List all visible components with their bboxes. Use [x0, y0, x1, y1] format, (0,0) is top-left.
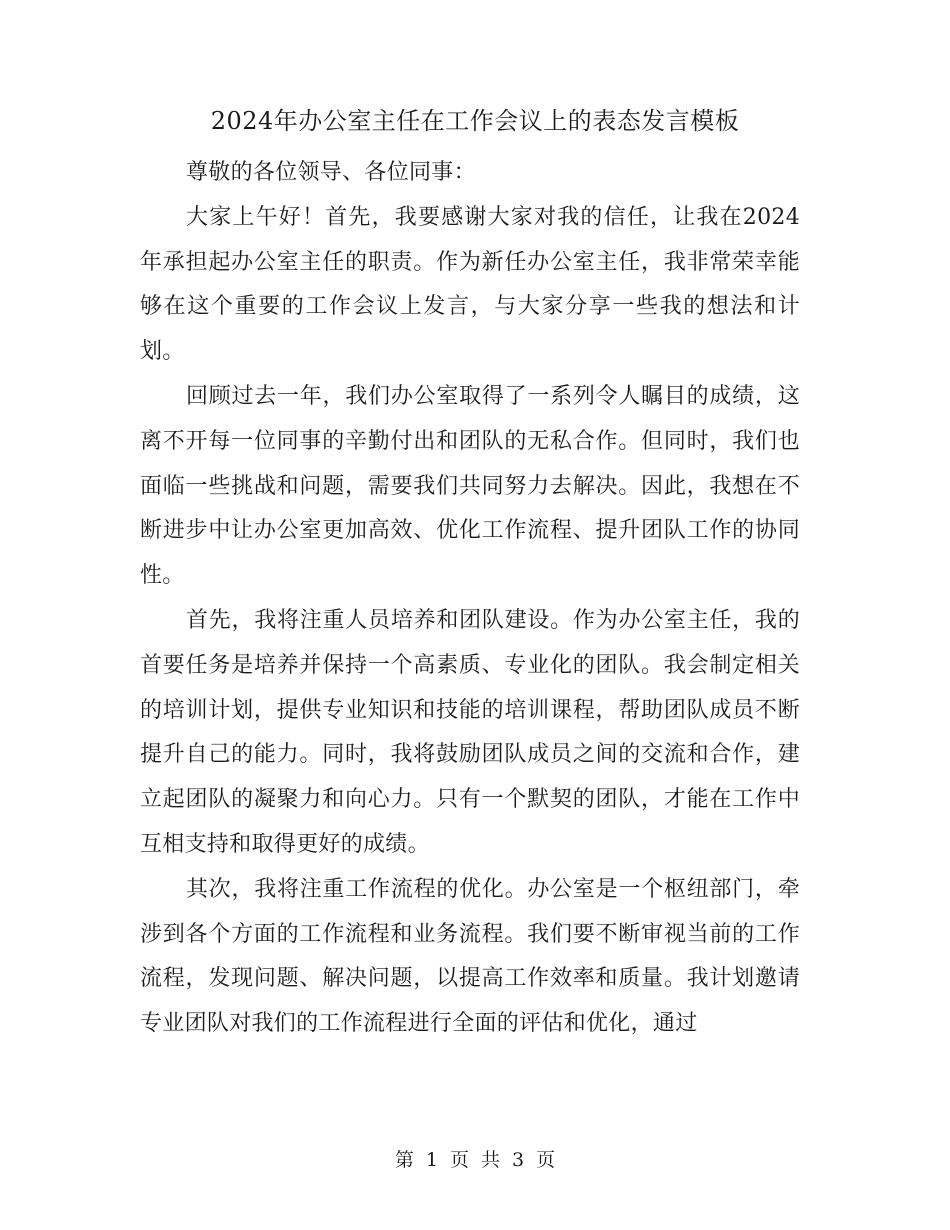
document-body — [140, 151, 800, 1047]
paragraph-3: 首先，我将注重人员培养和团队建设。作为办公室主任，我的首要任务是培养并保持一个高素质、专业化的团队。我会制定相关的培训计划，提供专业知识和技能的培训课程，帮助团队成员不断提升自己的能力。同时，我将鼓励团队成员之间的交流和合作，建立起团队的凝聚力和向心力。只有一个默契的团队，才能在工作中互相支持和取得更好的成绩。 — [140, 607, 800, 857]
salutation: 尊敬的各位领导、各位同事： — [186, 160, 476, 185]
document-title: 2024年办公室主任在工作会议上的表态发言模板 — [210, 107, 740, 135]
page-number-label: 第 1 页 共 3 页 — [394, 1149, 556, 1171]
page-footer — [0, 1146, 950, 1174]
paragraph-1: 大家上午好！首先，我要感谢大家对我的信任，让我在2024年承担起办公室主任的职责。作为新任办公室主任，我非常荣幸能够在这个重要的工作会议上发言，与大家分享一些我的想法和计划。 — [140, 204, 800, 365]
paragraph-4: 其次，我将注重工作流程的优化。办公室是一个枢纽部门，牵涉到各个方面的工作流程和业务流程。我们要不断审视当前的工作流程，发现问题、解决问题，以提高工作效率和质量。我计划邀请专业团队对我们的工作流程进行全面的评估和优化，通过 — [140, 876, 800, 1037]
paragraph-2: 回顾过去一年，我们办公室取得了一系列令人瞩目的成绩，这离不开每一位同事的辛勤付出和团队的无私合作。但同时，我们也面临一些挑战和问题，需要我们共同努力去解决。因此，我想在不断进步中让办公室更加高效、优化工作流程、提升团队工作的协同性。 — [140, 383, 800, 589]
